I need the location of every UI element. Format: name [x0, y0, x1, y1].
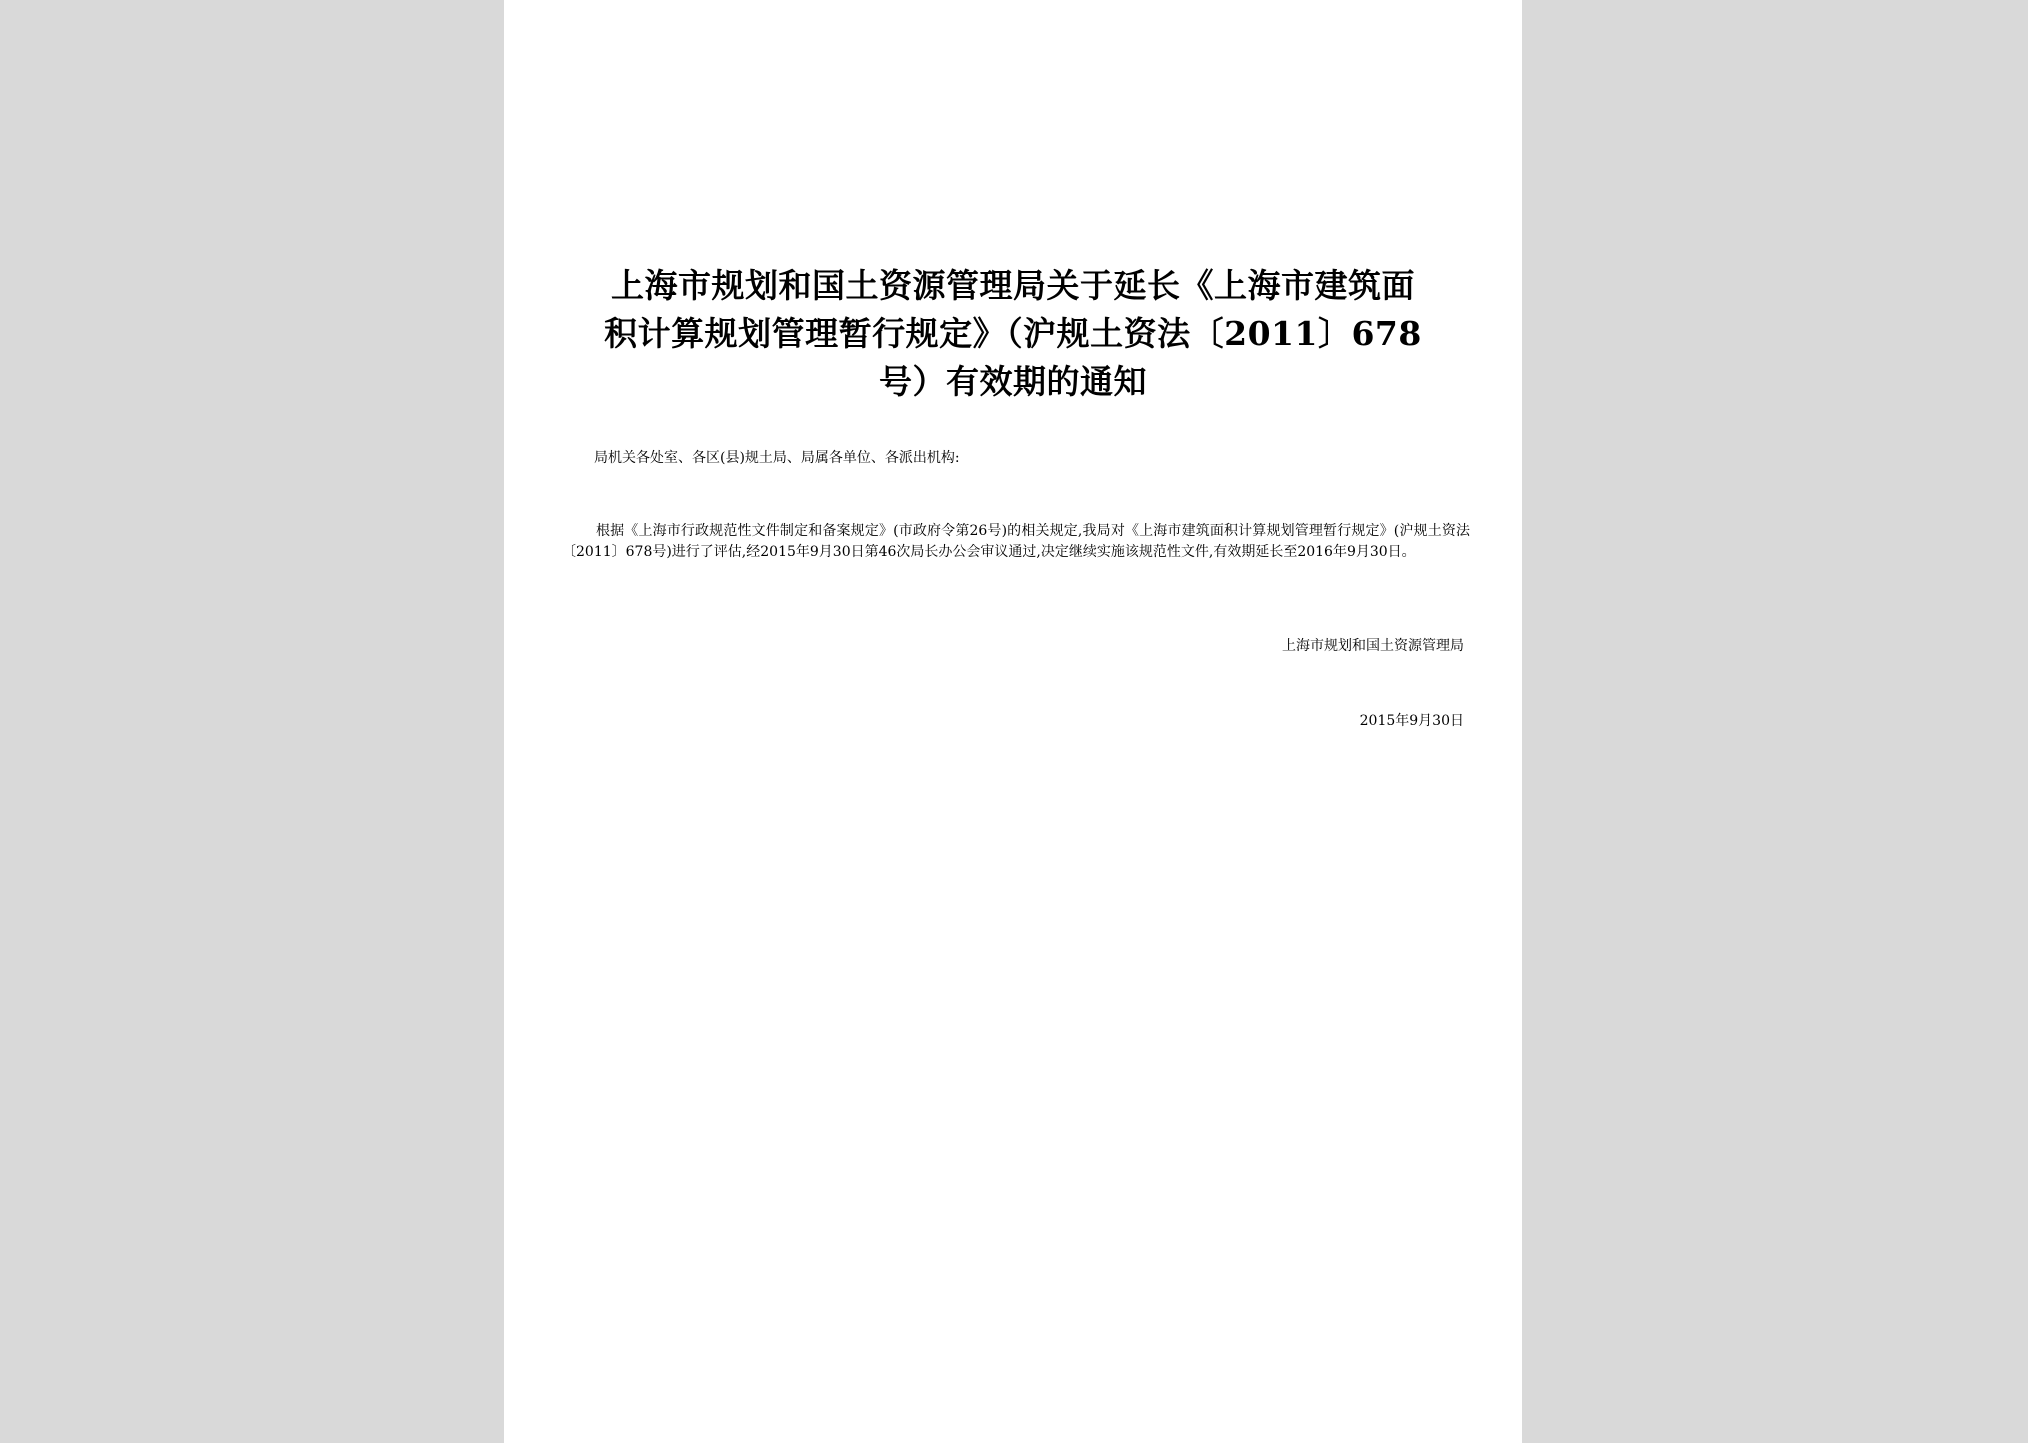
- title-line-1: 上海市规划和国土资源管理局关于延长《上海市建筑面: [611, 266, 1415, 305]
- title-line-2: 积计算规划管理暂行规定》（沪规土资法〔2011〕678: [604, 314, 1422, 353]
- document-title: [570, 262, 1456, 406]
- issuer-signature: 上海市规划和国土资源管理局: [1282, 638, 1464, 654]
- salutation: 局机关各处室、各区(县)规土局、局属各单位、各派出机构:: [594, 450, 960, 466]
- document-page: [504, 0, 1522, 1443]
- issue-date: 2015年9月30日: [1359, 713, 1464, 729]
- title-line-3: 号）有效期的通知: [879, 362, 1147, 401]
- body-paragraph: 根据《上海市行政规范性文件制定和备案规定》(市政府令第26号)的相关规定,我局对《上海市建筑面积计算规划管理暂行规定》(沪规土资法〔2011〕678号)进行了评估,经2015年9月30日第46次局长办公会审议通过,决定继续实施该规范性文件,有效期延长至2016年9月30日。: [562, 523, 1470, 560]
